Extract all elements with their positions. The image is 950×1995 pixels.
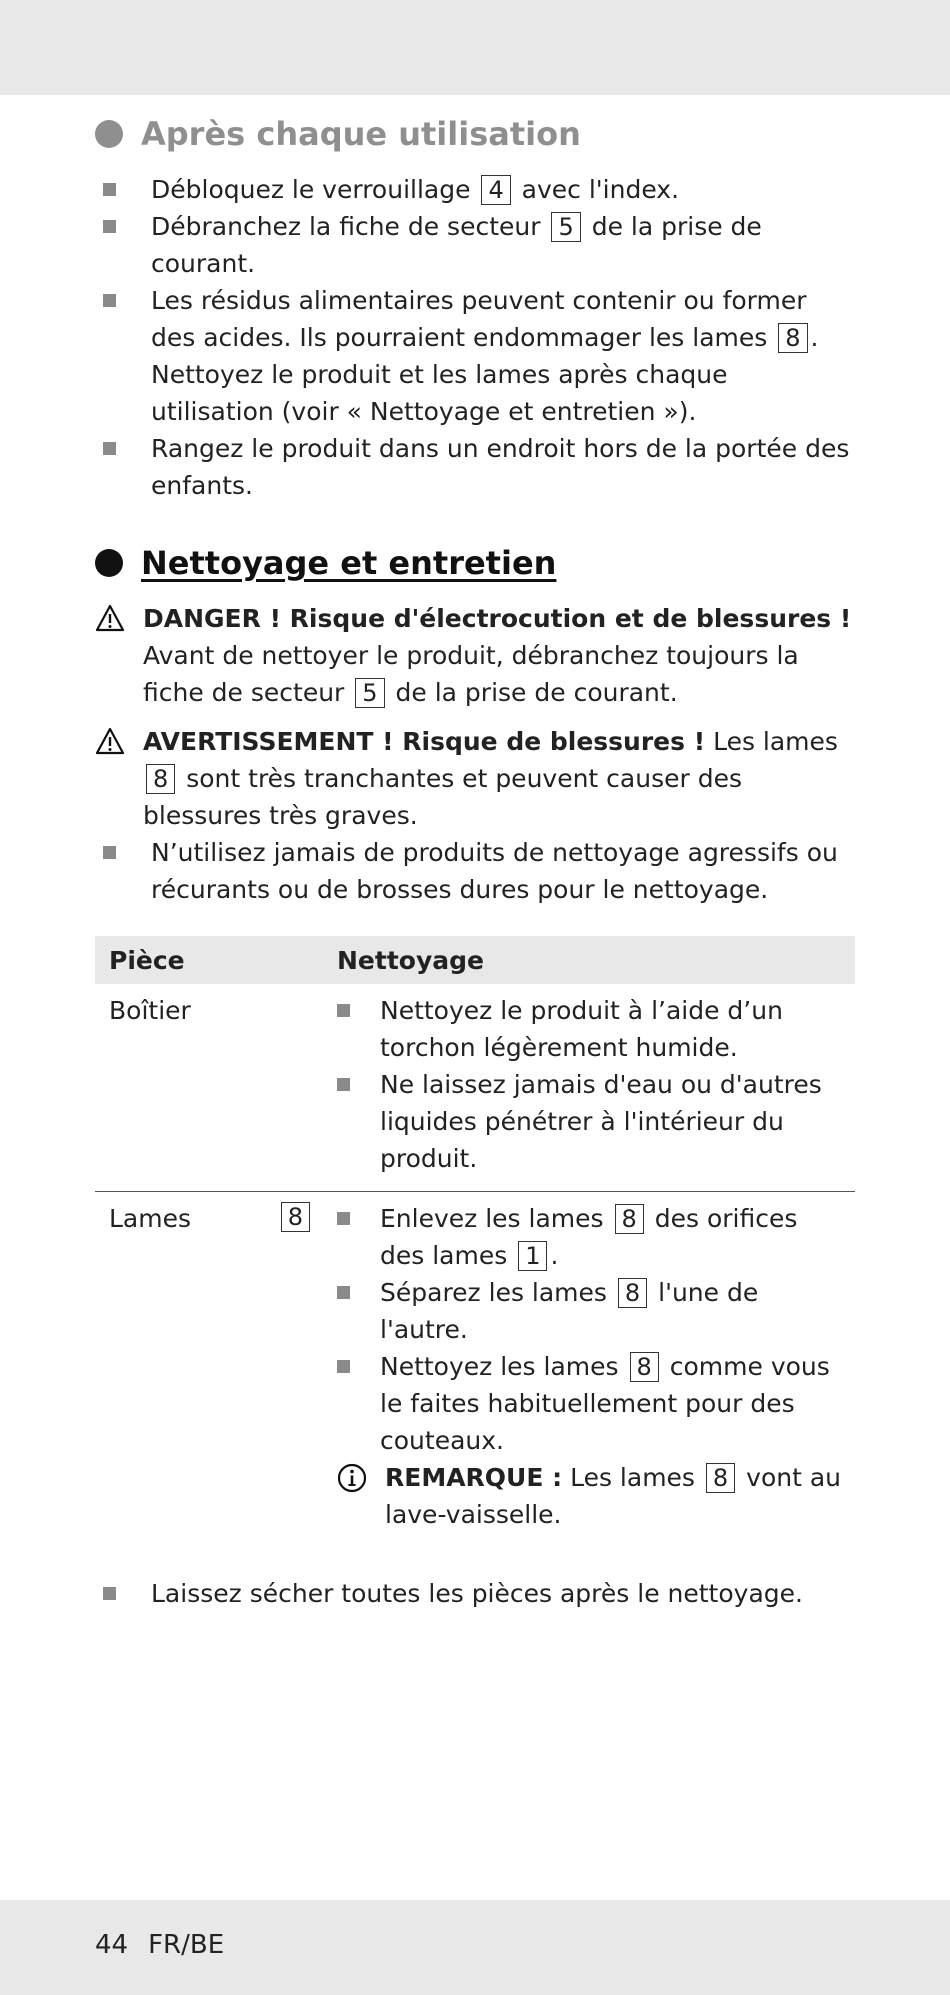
warning-label: AVERTISSEMENT ! Risque de blessures ! (143, 727, 706, 756)
warning-triangle-icon (95, 727, 143, 834)
item-text: de la prise de courant. (151, 212, 762, 278)
table-row (95, 1192, 855, 1548)
item-text: Enlevez les lames (380, 1204, 604, 1233)
part-ref-box: 8 (618, 1278, 647, 1308)
table-header-row (95, 936, 855, 984)
list-item (337, 1200, 841, 1274)
square-bullet-icon (337, 1212, 350, 1225)
warning-triangle-icon (95, 604, 143, 711)
note-notice (337, 1459, 841, 1533)
list-item (95, 834, 855, 908)
list-item (95, 1575, 855, 1612)
item-text: Ne laissez jamais d'eau ou d'autres liquides pénétrer à l'intérieur du produit. (380, 1070, 822, 1173)
item-text: des orifices des lames (380, 1204, 798, 1270)
item-text: Les résidus alimentaires peuvent contenir ou former des acides. Ils pourraient endommager les lames (151, 286, 807, 352)
list-item (95, 171, 855, 208)
item-text: N’utilisez jamais de produits de nettoyage agressifs ou récurants ou de brosses dures pour le nettoyage. (151, 838, 838, 904)
square-bullet-icon (103, 294, 116, 307)
note-label: REMARQUE : (385, 1463, 563, 1492)
section-heading-after-use (95, 115, 855, 153)
bullet-dot-icon (95, 549, 123, 577)
part-ref-box: 5 (551, 212, 580, 242)
warning-text: Les lames (713, 727, 838, 756)
bullet-dot-icon (95, 120, 123, 148)
part-cell: Boîtier (95, 984, 323, 1192)
item-text: l'une de l'autre. (380, 1278, 759, 1344)
item-text: avec l'index. (521, 175, 680, 204)
section-heading-cleaning (95, 544, 855, 582)
square-bullet-icon (103, 1587, 116, 1600)
item-text: Débloquez le verrouillage (151, 175, 471, 204)
warning-notice (95, 723, 855, 834)
square-bullet-icon (103, 220, 116, 233)
list-item (95, 208, 855, 282)
item-text: Laissez sécher toutes les pièces après le nettoyage. (151, 1579, 803, 1608)
item-text: . (550, 1241, 559, 1270)
item-text: Séparez les lames (380, 1278, 607, 1307)
danger-text: Avant de nettoyer le produit, débranchez toujours la fiche de secteur (143, 641, 799, 707)
list-item (337, 992, 841, 1066)
section-title: Après chaque utilisation (141, 115, 581, 153)
part-ref-box: 5 (355, 678, 384, 708)
cleaning-table (95, 936, 855, 1547)
square-bullet-icon (337, 1286, 350, 1299)
page-content (95, 115, 855, 1612)
list-item (337, 1066, 841, 1177)
cleaning-cell (323, 1192, 855, 1548)
warning-text: sont très tranchantes et peuvent causer des blessures très graves. (143, 764, 742, 830)
info-icon (337, 1463, 385, 1533)
list-item (337, 1274, 841, 1348)
square-bullet-icon (103, 442, 116, 455)
note-text: vont au lave-vaisselle. (385, 1463, 842, 1529)
list-item (95, 430, 855, 504)
part-cell (95, 1192, 323, 1548)
danger-label: DANGER ! Risque d'électrocution et de blessures ! (143, 604, 852, 633)
square-bullet-icon (103, 183, 116, 196)
part-ref-box: 8 (630, 1352, 659, 1382)
part-ref-box: 8 (706, 1463, 735, 1493)
square-bullet-icon (337, 1004, 350, 1017)
page-number: 44 (95, 1930, 129, 1960)
item-text: Nettoyez le produit à l’aide d’un torchon légèrement humide. (380, 996, 783, 1062)
square-bullet-icon (337, 1078, 350, 1091)
list-item (337, 1348, 841, 1459)
item-text: Nettoyez les lames (380, 1352, 619, 1381)
square-bullet-icon (337, 1360, 350, 1373)
page-footer (95, 1930, 244, 1960)
top-band (0, 0, 950, 95)
danger-notice (95, 600, 855, 711)
section-title: Nettoyage et entretien (141, 544, 557, 582)
item-text: Rangez le produit dans un endroit hors de la portée des enfants. (151, 434, 850, 500)
part-ref-box: 8 (281, 1202, 310, 1232)
table-row (95, 984, 855, 1192)
column-header-part: Pièce (95, 936, 323, 984)
square-bullet-icon (103, 846, 116, 859)
column-header-cleaning: Nettoyage (323, 936, 855, 984)
part-ref-box: 1 (518, 1241, 547, 1271)
part-ref-box: 8 (146, 764, 175, 794)
cleaning-cell (323, 984, 855, 1192)
danger-text: de la prise de courant. (395, 678, 678, 707)
note-text: Les lames (570, 1463, 695, 1492)
list-item (95, 282, 855, 430)
item-text: . Nettoyez le produit et les lames après chaque utilisation (voir « Nettoyage et entretien »). (151, 323, 819, 426)
part-ref-box: 8 (778, 323, 807, 353)
part-ref-box: 4 (481, 175, 510, 205)
item-text: comme vous le faites habituellement pour des couteaux. (380, 1352, 830, 1455)
language-code: FR/BE (148, 1930, 225, 1960)
item-text: Débranchez la fiche de secteur (151, 212, 541, 241)
part-ref-box: 8 (615, 1204, 644, 1234)
part-name: Lames (109, 1204, 192, 1233)
